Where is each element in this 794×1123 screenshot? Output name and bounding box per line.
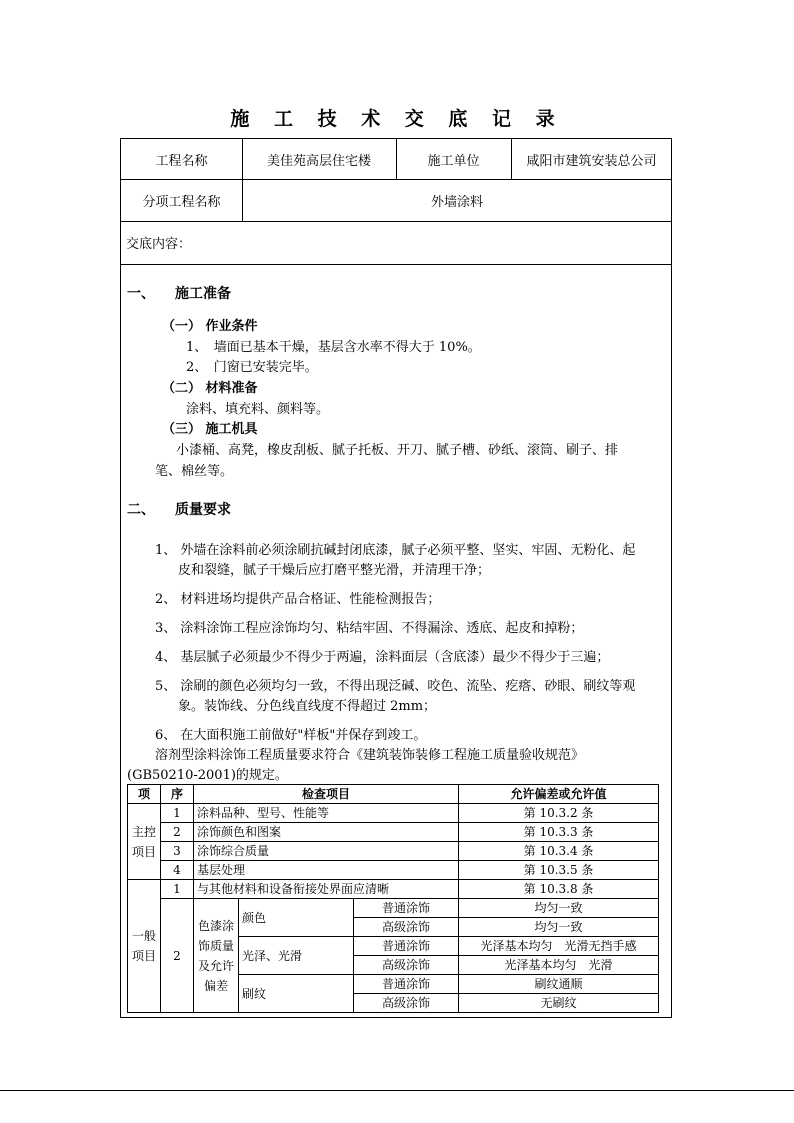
- row-value: 第 10.3.8 条: [459, 880, 659, 899]
- level-high: 高级涂饰: [354, 918, 459, 937]
- section2-heading: 质量要求: [175, 502, 231, 518]
- quality-item-3: 3、 涂料涂饰工程应涂饰均匀、粘结牢固、不得漏涂、透底、起皮和掉粉；: [155, 621, 584, 636]
- quality-item-5-line-2: 象。装饰线、分色线直线度不得超过 2mm；: [178, 699, 437, 714]
- section1-number: 一、: [127, 286, 155, 302]
- brush-normal-value: 刷纹通顺: [459, 975, 659, 994]
- row-item: 涂饰综合质量: [194, 842, 459, 861]
- page-title: 施 工 技 术 交 底 记 录: [230, 108, 564, 130]
- subproject-label: 分项工程名称: [142, 194, 221, 210]
- subproject-value: 外墙涂料: [430, 194, 483, 210]
- sub3-heading: （三） 施工机具: [162, 422, 258, 437]
- unit-label: 施工单位: [427, 153, 480, 169]
- row-no: 3: [161, 842, 194, 861]
- table-row: [128, 861, 659, 880]
- main-group-label: 主控项目: [128, 804, 161, 880]
- quality-item-6: 6、 在大面积施工前做好"样板"并保存到竣工。: [155, 728, 427, 743]
- page-footer-rule: [0, 1090, 794, 1091]
- quality-table: [127, 784, 659, 1013]
- brush-high-value: 无刷纹: [459, 994, 659, 1013]
- row-value: 第 10.3.3 条: [459, 823, 659, 842]
- row-no: 4: [161, 861, 194, 880]
- color-normal-value: 均匀一致: [459, 899, 659, 918]
- gloss-label: 光泽、光滑: [239, 937, 354, 975]
- header-no: 序: [161, 785, 194, 804]
- level-high: 高级涂饰: [354, 956, 459, 975]
- quality-item-4: 4、 基层腻子必须最少不得少于两遍，涂料面层（含底漆）最少不得少于三遍；: [155, 650, 610, 665]
- level-normal: 普通涂饰: [354, 899, 459, 918]
- quality-item-1-line-1: 1、 外墙在涂料前必须涂刷抗碱封闭底漆，腻子必须平整、坚实、牢固、无粉化、起: [155, 543, 636, 558]
- row-no: 2: [161, 823, 194, 842]
- color-paint-label: 色漆涂饰质量及允许偏差: [194, 899, 239, 1013]
- row-item: 与其他材料和设备衔接处界面应清晰: [194, 880, 459, 899]
- header-value: 允许偏差或允许值: [459, 785, 659, 804]
- sub1-heading: （一） 作业条件: [162, 319, 258, 334]
- table-row: [128, 899, 659, 918]
- gloss-high-value: 光泽基本均匀 光滑: [459, 956, 659, 975]
- sub1-item-2: 2、 门窗已安装完毕。: [186, 360, 318, 375]
- row-value: 第 10.3.4 条: [459, 842, 659, 861]
- row-item: 涂料品种、型号、性能等: [194, 804, 459, 823]
- sub1-item-1: 1、 墙面已基本干燥，基层含水率不得大于 10%。: [186, 340, 481, 355]
- unit-value: 咸阳市建筑安装总公司: [526, 153, 657, 169]
- content-label: 交底内容：: [126, 237, 192, 252]
- color-high-value: 均匀一致: [459, 918, 659, 937]
- quality-note-line-2: (GB50210-2001)的规定。: [127, 768, 288, 783]
- row-item: 基层处理: [194, 861, 459, 880]
- quality-note-line-1: 溶剂型涂料涂饰工程质量要求符合《建筑装饰装修工程施工质量验收规范》: [155, 748, 585, 763]
- row-divider: [121, 264, 671, 265]
- sub3-line-1: 小漆桶、高凳，橡皮刮板、腻子托板、开刀、腻子槽、砂纸、滚筒、刷子、排: [176, 443, 619, 458]
- level-high: 高级涂饰: [354, 994, 459, 1013]
- table-header-row: [128, 785, 659, 804]
- gloss-normal-value: 光泽基本均匀 光滑无挡手感: [459, 937, 659, 956]
- sub2-text: 涂料、填充料、颜料等。: [186, 402, 330, 417]
- table-row: [128, 823, 659, 842]
- row-value: 第 10.3.5 条: [459, 861, 659, 880]
- row-divider: [121, 221, 671, 222]
- brush-label: 刷纹: [239, 975, 354, 1013]
- color-label: 颜色: [239, 899, 354, 937]
- row-item: 涂饰颜色和图案: [194, 823, 459, 842]
- section2-number: 二、: [127, 502, 155, 518]
- quality-item-1-line-2: 皮和裂缝，腻子干燥后应打磨平整光滑，并清理干净；: [178, 563, 491, 578]
- sub3-line-2: 笔、棉丝等。: [155, 464, 234, 479]
- sub2-heading: （二） 材料准备: [162, 381, 258, 396]
- row-no: 2: [161, 899, 194, 1013]
- quality-item-5-line-1: 5、 涂刷的颜色必须均匀一致，不得出现泛碱、咬色、流坠、疙瘩、砂眼、刷纹等观: [155, 679, 636, 694]
- table-row: [128, 880, 659, 899]
- level-normal: 普通涂饰: [354, 937, 459, 956]
- quality-item-2: 2、 材料进场均提供产品合格证、性能检测报告；: [155, 592, 441, 607]
- row-no: 1: [161, 804, 194, 823]
- section1-heading: 施工准备: [175, 286, 231, 302]
- header-group: 项: [128, 785, 161, 804]
- level-normal: 普通涂饰: [354, 975, 459, 994]
- row-no: 1: [161, 880, 194, 899]
- project-value: 美佳苑高层住宅楼: [266, 153, 371, 169]
- table-row: [128, 804, 659, 823]
- row-value: 第 10.3.2 条: [459, 804, 659, 823]
- table-row: [128, 842, 659, 861]
- header-item: 检查项目: [194, 785, 459, 804]
- general-group-label: 一般项目: [128, 880, 161, 1013]
- project-label: 工程名称: [155, 153, 208, 169]
